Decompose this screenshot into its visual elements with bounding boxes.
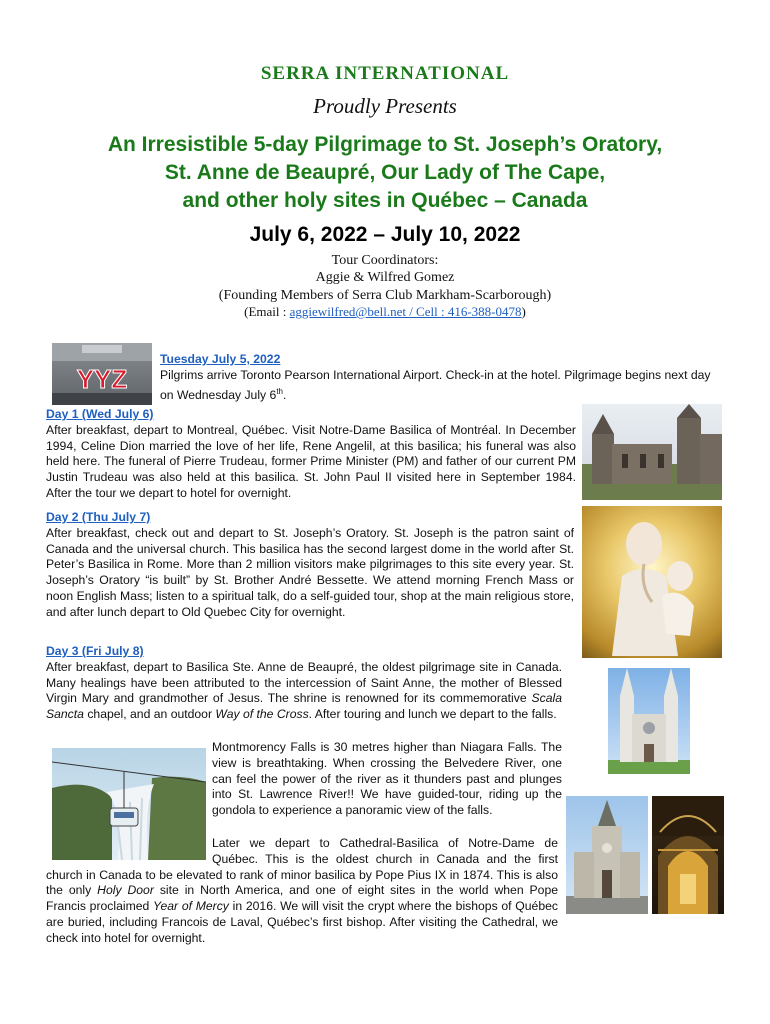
contact-suffix: ) [521, 304, 526, 319]
day3-section [46, 644, 562, 723]
tuesday-text [160, 368, 716, 404]
cathedral-paragraph [46, 836, 558, 947]
tuesday-sup: th [276, 386, 283, 396]
coordinators-label: Tour Coordinators: [331, 253, 439, 268]
way-of-cross-text: Way of the Cross [215, 707, 309, 722]
title-line-3: and other holy sites in Québec – Canada [182, 189, 588, 212]
day1-text: After breakfast, depart to Montreal, Québec. Visit Notre-Dame Basilica of Montréal. In December 1994, Celine Dion married the love of her life, Rene Angelil, at this basilica; his funeral was also held here. The funeral of Pierre Trudeau, former Prime Minister (PM) and father of our current PM Justin Trudeau was also held at this basilica. St. John Paul II visited here in September 1984. After the tour we depart to hotel for overnight. [46, 422, 576, 500]
tuesday-text-main: Pilgrims arrive Toronto Pearson International Airport. Check-in at the hotel. Pilgrimage begins next day on Wednesday July 6 [160, 367, 711, 402]
quebec-cathedral-interior-photo [652, 796, 724, 914]
contact-link[interactable]: aggiewilfred@bell.net / Cell : 416-388-0478 [289, 304, 522, 319]
quebec-cathedral-exterior-photo [566, 796, 648, 914]
day1-heading: Day 1 (Wed July 6) [46, 407, 154, 421]
year-of-mercy-text: Year of Mercy [153, 899, 229, 914]
notre-dame-montreal-photo [582, 404, 722, 500]
coordinators-names: Aggie & Wilfred Gomez [315, 270, 455, 285]
day3-text-c: . After touring and lunch we depart to the falls. [308, 707, 557, 722]
holy-door-text: Holy Door [97, 883, 154, 898]
tuesday-heading: Tuesday July 5, 2022 [160, 352, 281, 366]
cathedral-interior-art [652, 796, 724, 914]
scala-sancta-text: Scala Sancta [46, 691, 562, 722]
title-line-1: An Irresistible 5-day Pilgrimage to St. Joseph’s Oratory, [107, 133, 663, 156]
tuesday-text-end: . [282, 387, 287, 402]
cathedral-text-a: Later we depart to Cathedral-Basilica of Notre-Dame de Québec. This is the oldest church in Canada and the first church in Canada to be elevated to rank of minor basilica by Pope Pius IX in 1874. This is also the only [46, 836, 558, 898]
day2-section [46, 510, 574, 621]
falls-paragraph: Montmorency Falls is 30 metres higher than Niagara Falls. The view is breathtaking. When crossing the Belvedere River, one can feel the power of the river as it thunders past and plunges into St. Lawrence River!! We have guided-tour, riding up the gondola to experience a panoramic view of the falls. [212, 740, 562, 818]
cathedral-exterior-art [566, 796, 648, 914]
yyz-photo-art [52, 343, 152, 405]
presents-line: Proudly Presents [313, 94, 457, 118]
contact-line [0, 304, 770, 320]
st-joseph-statue-photo [582, 506, 722, 658]
tuesday-section [160, 352, 716, 403]
day1-section [46, 407, 576, 502]
ste-anne-basilica-photo [608, 668, 690, 774]
yyz-sign-text: YYZ [76, 364, 128, 394]
cathedral-text-c: in 2016. We will visit the crypt where the bishops of Québec are buried, including Francois de Laval, Québec’s first bishop. After visiting the Cathedral, we check into hotel for overnight. [46, 899, 558, 945]
title-line-2: St. Anne de Beaupré, Our Lady of The Cape, [164, 161, 606, 184]
day3-text-a: After breakfast, depart to Basilica Ste. Anne de Beaupré, the oldest pilgrimage site in Canada. Many healings have been attributed to the intercession of Saint Anne, the mother of Blessed Virgin Mary and grandmother of Jesus. The shrine is renowned for its commemorative [46, 659, 562, 706]
day3-text [46, 660, 562, 723]
day2-text: After breakfast, check out and depart to St. Joseph’s Oratory. St. Joseph is the patron saint of Canada and the universal church. This basilica has the second largest dome in the world after St. Peter’s Basilica in Rome. More than 2 million visitors make pilgrimages to this site every year. St. Joseph’s Oratory “is built” by St. Brother André Bessette. We attend morning French Mass or noon English Mass; listen to a spiritual talk, do a self-guided tour, shop at the main religious store, and after lunch depart to Old Quebec City for overnight. [46, 525, 574, 619]
wrap-spacer [46, 836, 212, 866]
day3-text-b: chapel, and an outdoor [83, 707, 216, 722]
cathedral-text-b: site in North America, and one of eight sites in the world when Pope Francis proclaimed [46, 883, 558, 914]
yyz-airport-photo [52, 343, 152, 405]
contact-prefix: (Email : [244, 304, 290, 319]
ste-anne-art [608, 668, 690, 774]
coordinators-note: (Founding Members of Serra Club Markham-Scarborough) [218, 288, 552, 303]
day2-heading: Day 2 (Thu July 7) [46, 510, 151, 524]
trip-dates: July 6, 2022 – July 10, 2022 [249, 223, 521, 246]
st-joseph-art [582, 506, 722, 658]
org-name: SERRA INTERNATIONAL [260, 63, 510, 84]
montreal-basilica-art [582, 404, 722, 500]
day3-heading: Day 3 (Fri July 8) [46, 644, 144, 658]
